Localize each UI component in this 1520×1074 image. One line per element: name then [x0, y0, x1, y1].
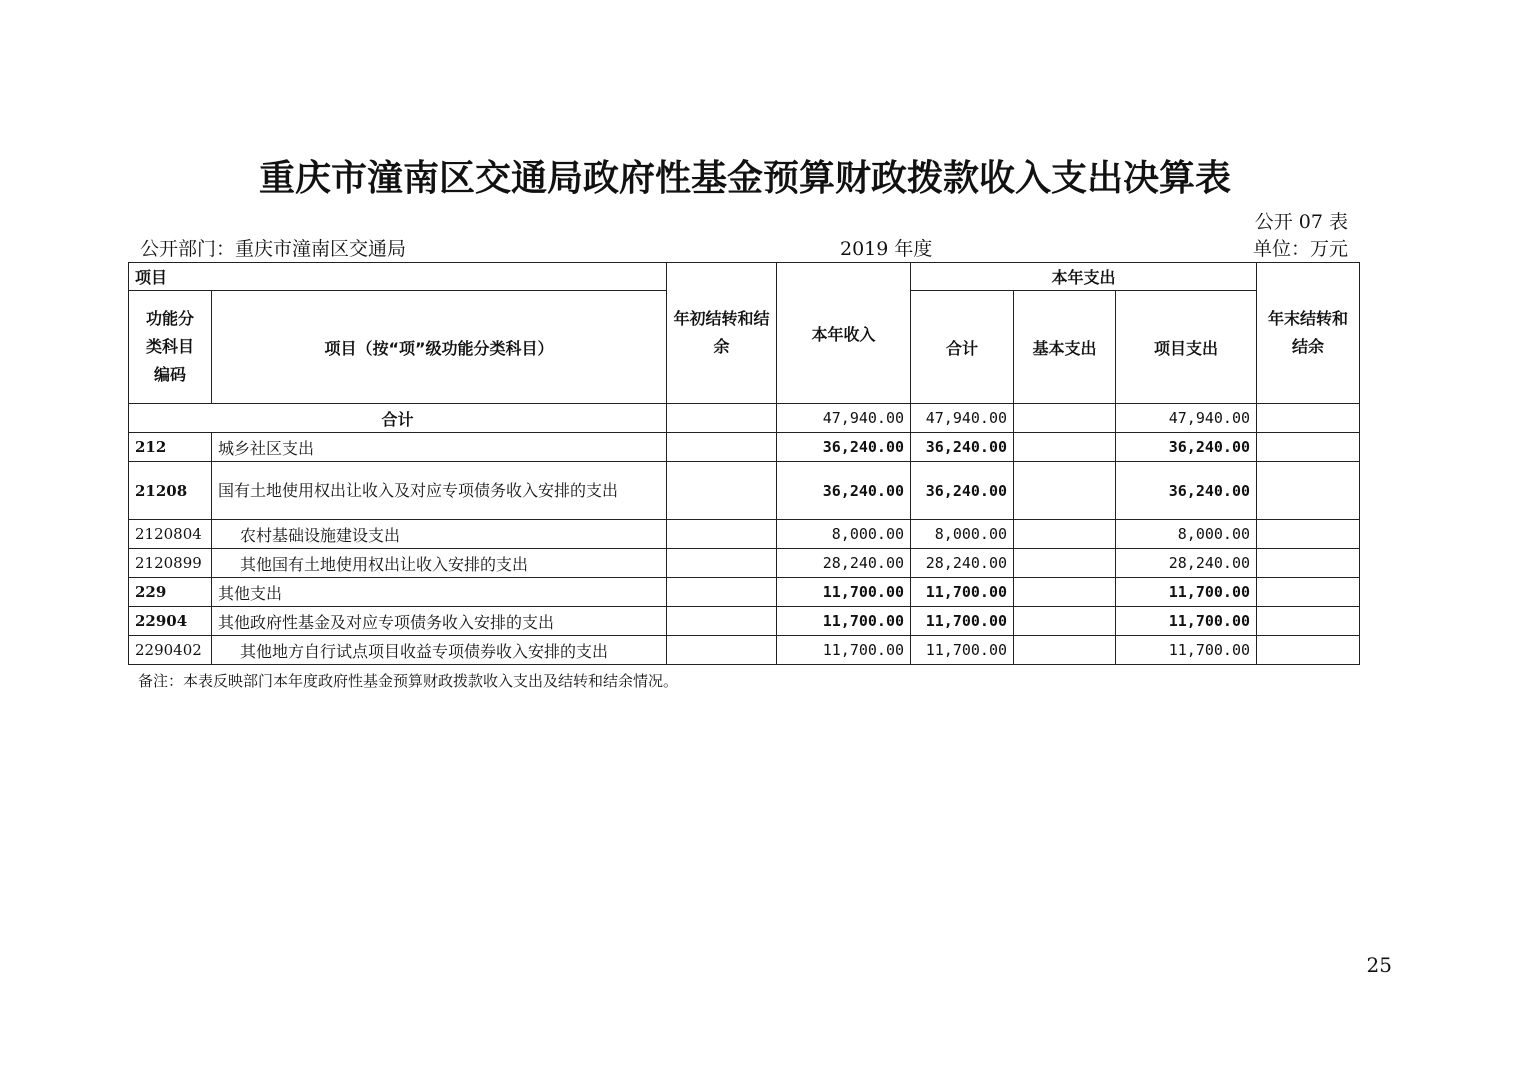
- cell-begin: [667, 578, 777, 607]
- cell-begin: [667, 607, 777, 636]
- header-code: 功能分类科目编码: [129, 291, 212, 404]
- cell-name: 农村基础设施建设支出: [212, 520, 667, 549]
- cell-end: [1257, 578, 1360, 607]
- cell-end: [1257, 549, 1360, 578]
- cell-code: 2120804: [129, 520, 212, 549]
- cell-basic: [1014, 462, 1116, 520]
- cell-income: 11,700.00: [777, 578, 911, 607]
- cell-total: 36,240.00: [911, 462, 1014, 520]
- page-title: 重庆市潼南区交通局政府性基金预算财政拨款收入支出决算表: [258, 158, 1231, 199]
- table-row: [129, 433, 1360, 462]
- table-row-total: [129, 404, 1360, 433]
- cell-total: 36,240.00: [911, 433, 1014, 462]
- cell-code: 2290402: [129, 636, 212, 665]
- cell-basic: [1014, 578, 1116, 607]
- cell-basic: [1014, 433, 1116, 462]
- cell-name: 城乡社区支出: [212, 433, 667, 462]
- cell-income: 28,240.00: [777, 549, 911, 578]
- cell-begin: [667, 462, 777, 520]
- cell-begin: [667, 433, 777, 462]
- table-number: 公开 07 表: [1254, 211, 1348, 233]
- cell-end: [1257, 636, 1360, 665]
- cell-income: 36,240.00: [777, 433, 911, 462]
- cell-income: 11,700.00: [777, 636, 911, 665]
- cell-income: 47,940.00: [777, 404, 911, 433]
- unit-label: 单位：万元: [1252, 238, 1348, 260]
- cell-begin: [667, 549, 777, 578]
- header-end-balance: 年末结转和结余: [1257, 263, 1360, 404]
- cell-project: 28,240.00: [1116, 549, 1257, 578]
- cell-code: 21208: [129, 462, 212, 520]
- cell-code: 22904: [129, 607, 212, 636]
- cell-basic: [1014, 607, 1116, 636]
- cell-end: [1257, 462, 1360, 520]
- header-begin-balance: 年初结转和结余: [667, 263, 777, 404]
- cell-total: 11,700.00: [911, 578, 1014, 607]
- header-expense-group: 本年支出: [911, 263, 1257, 291]
- cell-end: [1257, 520, 1360, 549]
- cell-project: 8,000.00: [1116, 520, 1257, 549]
- cell-code: 229: [129, 578, 212, 607]
- cell-name: 其他支出: [212, 578, 667, 607]
- cell-basic: [1014, 549, 1116, 578]
- cell-end: [1257, 607, 1360, 636]
- cell-basic: [1014, 520, 1116, 549]
- footnote: 备注：本表反映部门本年度政府性基金预算财政拨款收入支出及结转和结余情况。: [138, 672, 679, 690]
- cell-end: [1257, 433, 1360, 462]
- header-income: 本年收入: [777, 263, 911, 404]
- cell-project: 11,700.00: [1116, 578, 1257, 607]
- cell-end: [1257, 404, 1360, 433]
- header-basic: 基本支出: [1014, 291, 1116, 404]
- cell-total: 8,000.00: [911, 520, 1014, 549]
- table-row: [129, 520, 1360, 549]
- department-label: 公开部门：重庆市潼南区交通局: [140, 238, 407, 260]
- header-project: 项目: [129, 263, 667, 291]
- cell-project: 11,700.00: [1116, 607, 1257, 636]
- cell-name: 其他地方自行试点项目收益专项债券收入安排的支出: [212, 636, 667, 665]
- table-row: [129, 578, 1360, 607]
- header-project-expense: 项目支出: [1116, 291, 1257, 404]
- cell-code: 212: [129, 433, 212, 462]
- header-name: 项目（按“项”级功能分类科目）: [212, 291, 667, 404]
- cell-total: 28,240.00: [911, 549, 1014, 578]
- year-label: 2019 年度: [840, 238, 933, 260]
- cell-begin: [667, 636, 777, 665]
- table-row: [129, 462, 1360, 520]
- page-number: 25: [1366, 953, 1392, 977]
- cell-begin: [667, 520, 777, 549]
- cell-name: 其他政府性基金及对应专项债务收入安排的支出: [212, 607, 667, 636]
- cell-project: 36,240.00: [1116, 433, 1257, 462]
- cell-total: 11,700.00: [911, 636, 1014, 665]
- cell-income: 36,240.00: [777, 462, 911, 520]
- budget-table: [128, 262, 1360, 665]
- table-row: [129, 549, 1360, 578]
- cell-total: 11,700.00: [911, 607, 1014, 636]
- cell-total: 47,940.00: [911, 404, 1014, 433]
- cell-name: 国有土地使用权出让收入及对应专项债务收入安排的支出: [212, 462, 667, 520]
- cell-income: 8,000.00: [777, 520, 911, 549]
- total-label: 合计: [129, 404, 667, 433]
- cell-income: 11,700.00: [777, 607, 911, 636]
- header-total: 合计: [911, 291, 1014, 404]
- cell-code: 2120899: [129, 549, 212, 578]
- cell-project: 47,940.00: [1116, 404, 1257, 433]
- table-row: [129, 636, 1360, 665]
- cell-project: 11,700.00: [1116, 636, 1257, 665]
- cell-begin: [667, 404, 777, 433]
- table-row: [129, 607, 1360, 636]
- cell-basic: [1014, 636, 1116, 665]
- cell-name: 其他国有土地使用权出让收入安排的支出: [212, 549, 667, 578]
- cell-basic: [1014, 404, 1116, 433]
- cell-project: 36,240.00: [1116, 462, 1257, 520]
